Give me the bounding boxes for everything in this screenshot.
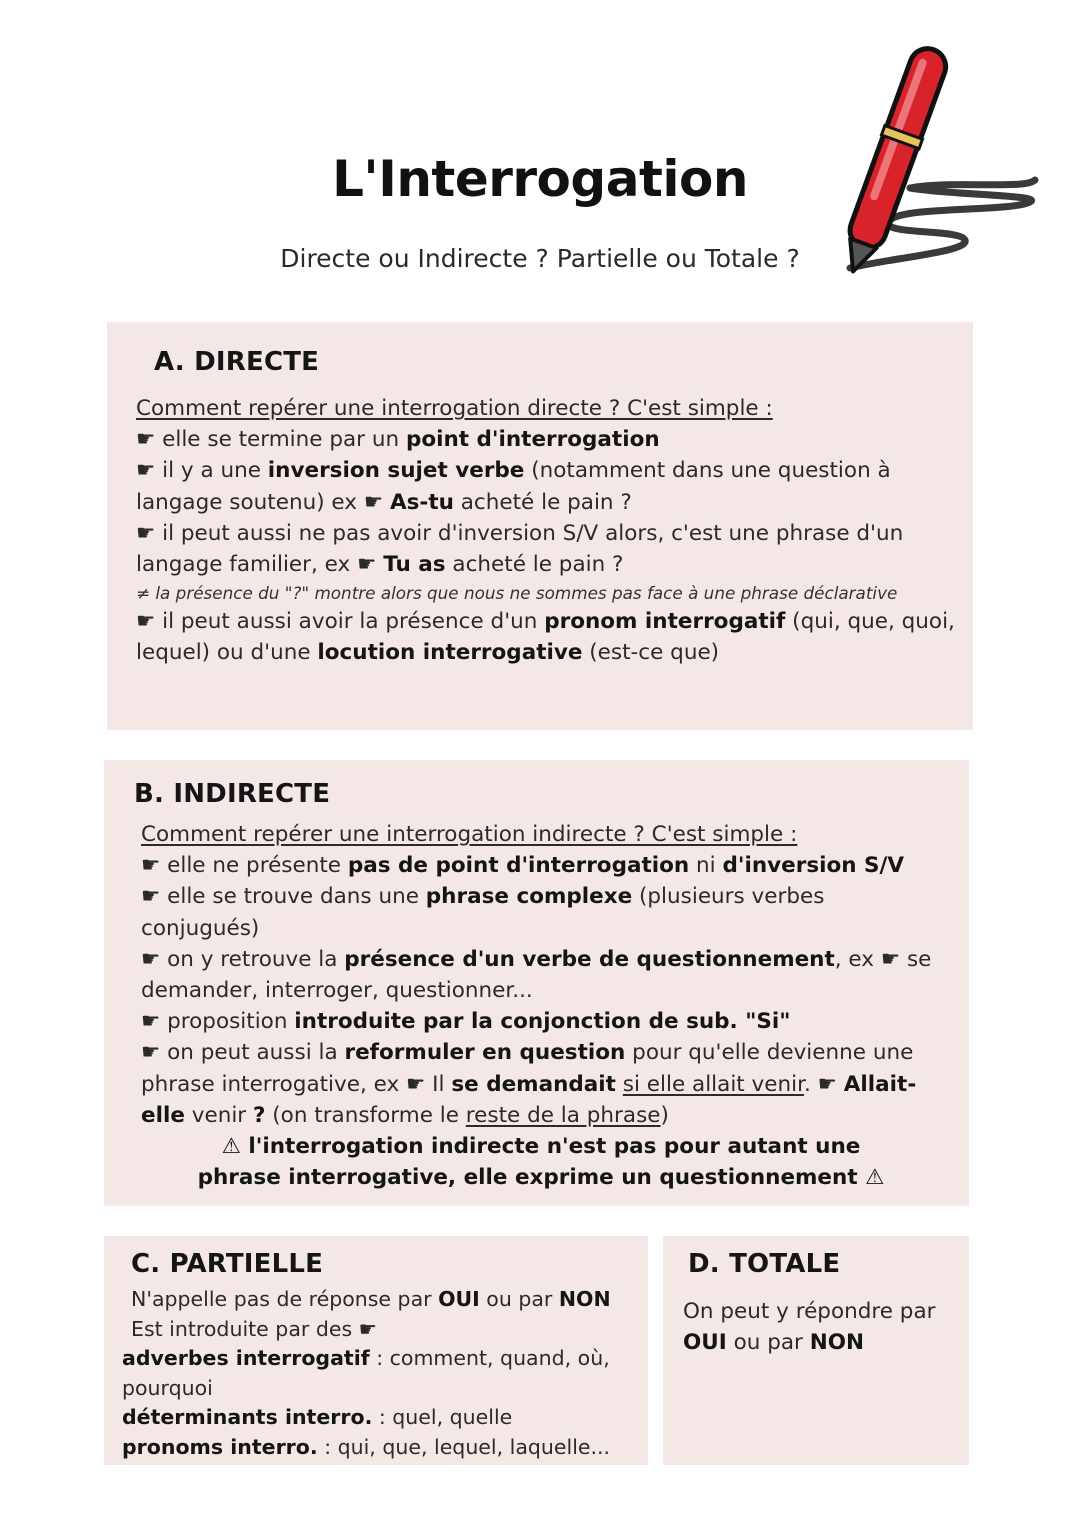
list-item: pronoms interro. : qui, que, lequel, laquelle...	[122, 1434, 611, 1459]
section-intro: Comment repérer une interrogation directe ? C'est simple :	[136, 396, 773, 421]
warning-icon: ⚠	[221, 1134, 241, 1160]
list-item: ☛ elle ne présente pas de point d'interrogation ni d'inversion S/V	[141, 853, 905, 879]
section-intro: Comment repérer une interrogation indirecte ? C'est simple :	[141, 822, 798, 847]
bullet-icon: ☛	[136, 609, 156, 635]
bullet-icon: ☛	[141, 946, 161, 972]
section-totale	[663, 1236, 969, 1465]
section-heading: D. TOTALE	[688, 1249, 841, 1279]
pen-icon	[820, 30, 1050, 290]
section-partielle	[104, 1236, 648, 1465]
section-heading: A. DIRECTE	[154, 347, 320, 377]
section-directe	[107, 322, 973, 730]
page-subtitle: Directe ou Indirecte ? Partielle ou Totale ?	[280, 244, 800, 273]
bullet-icon: ☛	[817, 1071, 837, 1097]
section-content	[122, 1285, 642, 1462]
bullet-icon: ☛	[880, 946, 901, 972]
section-indirecte	[104, 760, 969, 1206]
list-item: ☛ il y a une inversion sujet verbe (notamment dans une question à langage soutenu) ex ☛ As-tu acheté le pain ?	[136, 458, 891, 515]
section-heading: B. INDIRECTE	[134, 779, 331, 809]
bullet-icon: ☛	[136, 427, 156, 453]
section-content	[683, 1296, 963, 1358]
warning-icon: ⚠	[865, 1165, 885, 1191]
page-title: L'Interrogation	[332, 150, 748, 208]
list-item: ☛ elle se termine par un point d'interrogation	[136, 427, 660, 453]
list-item: ☛ on y retrouve la présence d'un verbe de questionnement, ex ☛ se demander, interroger, questionner...	[141, 946, 932, 1004]
bullet-icon: ☛	[363, 489, 384, 515]
list-item: ☛ il peut aussi ne pas avoir d'inversion S/V alors, c'est une phrase d'un langage familier, ex ☛ Tu as acheté le pain ?	[136, 520, 904, 578]
bullet-icon: ☛	[141, 1040, 161, 1066]
section-content	[141, 819, 941, 1193]
warning-note: ⚠ l'interrogation indirecte n'est pas pour autant une phrase interrogative, elle exprime un questionnement ⚠	[197, 1134, 885, 1191]
list-item: ☛ elle se trouve dans une phrase complexe (plusieurs verbes conjugués)	[141, 884, 825, 941]
section-heading: C. PARTIELLE	[131, 1249, 324, 1279]
bullet-icon: ☛	[406, 1071, 426, 1097]
section-content	[136, 393, 956, 669]
bullet-icon: ☛	[141, 1009, 161, 1035]
bullet-icon: ☛	[357, 552, 377, 578]
bullet-icon: ☛	[141, 884, 161, 910]
list-item: On peut y répondre par OUI ou par NON	[683, 1299, 936, 1356]
bullet-icon: ☛	[358, 1316, 378, 1341]
list-item: Est introduite par des ☛	[131, 1316, 378, 1341]
bullet-icon: ☛	[141, 853, 161, 879]
note: ≠ la présence du "?" montre alors que nous ne sommes pas face à une phrase déclarative	[136, 583, 898, 604]
bullet-icon: ☛	[136, 458, 156, 484]
list-item: ☛ il peut aussi avoir la présence d'un pronom interrogatif (qui, que, quoi, lequel) ou d'une locution interrogative (est-ce que)	[136, 609, 955, 666]
list-item: ☛ on peut aussi la reformuler en question pour qu'elle devienne une phrase interrogative, ex ☛ Il se demandait si elle allait venir. ☛ Allait-elle venir ? (on transforme le reste de la phrase)	[141, 1040, 917, 1128]
bullet-icon: ☛	[136, 520, 156, 546]
list-item: ☛ proposition introduite par la conjonction de sub. "Si"	[141, 1009, 791, 1035]
list-item: déterminants interro. : quel, quelle	[122, 1405, 513, 1429]
list-item: N'appelle pas de réponse par OUI ou par NON	[131, 1287, 611, 1311]
list-item: adverbes interrogatif : comment, quand, où, pourquoi	[122, 1346, 610, 1400]
